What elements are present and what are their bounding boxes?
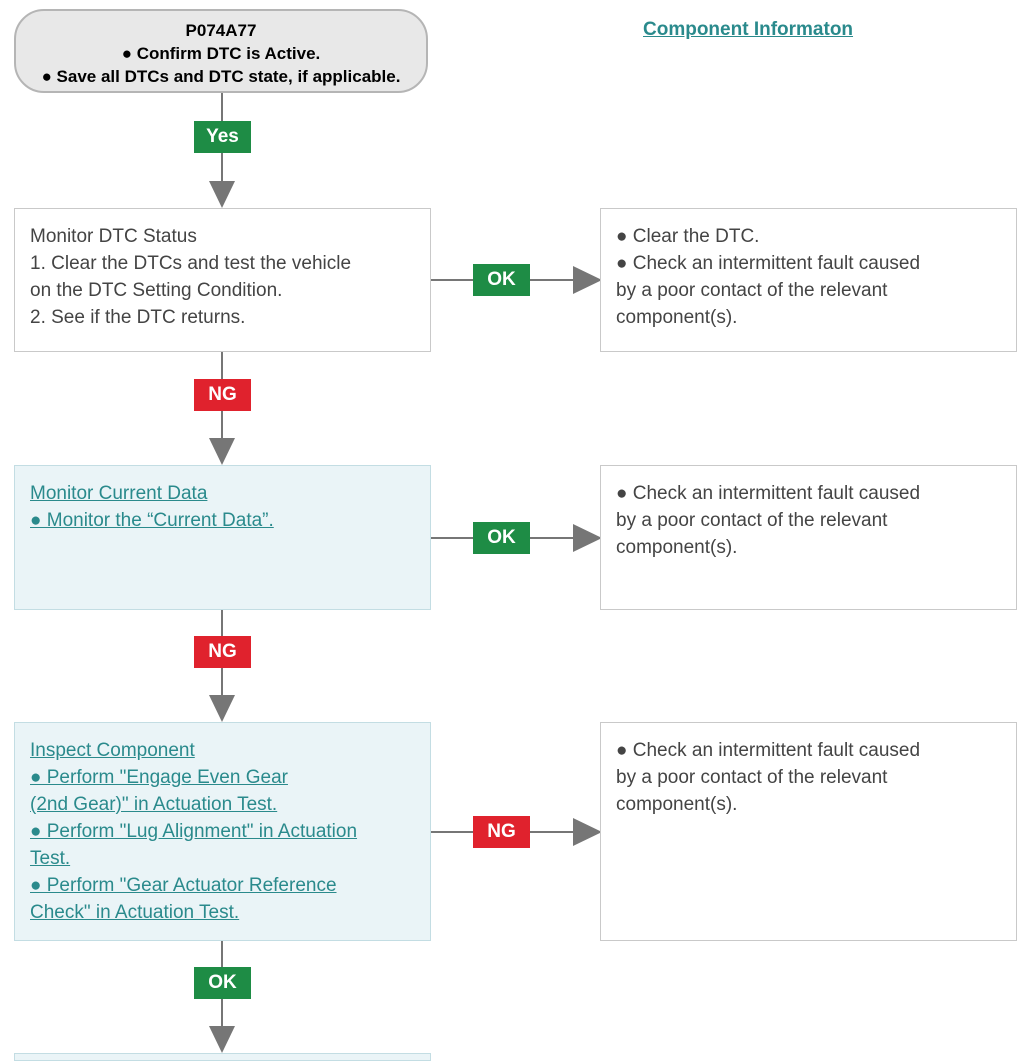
- result-line: component(s).: [616, 307, 738, 328]
- arrow-down-icon: [209, 695, 235, 722]
- lug-alignment-link[interactable]: ● Perform "Lug Alignment" in Actuation: [30, 821, 358, 842]
- result-line: by a poor contact of the relevant: [616, 280, 888, 301]
- monitor-dtc-status-box: [14, 208, 431, 352]
- arrow-down-icon: [209, 181, 235, 208]
- result-box-intermittent: [600, 465, 1017, 610]
- step-line: 2. See if the DTC returns.: [30, 307, 246, 328]
- result-line: component(s).: [616, 537, 738, 558]
- result-box-intermittent: [600, 722, 1017, 941]
- monitor-current-data-link[interactable]: ● Monitor the “Current Data”.: [30, 510, 274, 531]
- arrow-down-icon: [209, 438, 235, 465]
- step-line: 1. Clear the DTCs and test the vehicle: [30, 253, 352, 274]
- ok-badge: OK: [194, 967, 251, 999]
- result-line: by a poor contact of the relevant: [616, 767, 888, 788]
- dtc-code: P074A77: [185, 21, 257, 40]
- result-line: ● Clear the DTC.: [616, 226, 760, 247]
- next-step-box: [14, 1053, 431, 1061]
- result-box-clear-dtc: [600, 208, 1017, 352]
- result-line: by a poor contact of the relevant: [616, 510, 888, 531]
- engage-even-gear-link[interactable]: ● Perform "Engage Even Gear: [30, 767, 288, 788]
- lug-alignment-link[interactable]: Test.: [30, 848, 71, 869]
- result-line: component(s).: [616, 794, 738, 815]
- arrow-right-icon: [573, 266, 602, 294]
- arrow-down-icon: [209, 1026, 235, 1053]
- start-box: [14, 9, 428, 93]
- yes-badge: Yes: [194, 121, 251, 153]
- arrow-right-icon: [573, 524, 602, 552]
- result-line: ● Check an intermittent fault caused: [616, 740, 921, 761]
- arrow-right-icon: [573, 818, 602, 846]
- monitor-current-data-link[interactable]: Monitor Current Data: [30, 483, 208, 504]
- engage-even-gear-link[interactable]: (2nd Gear)" in Actuation Test.: [30, 794, 278, 815]
- ok-badge: OK: [473, 522, 530, 554]
- result-line: ● Check an intermittent fault caused: [616, 253, 921, 274]
- step-line: on the DTC Setting Condition.: [30, 280, 283, 301]
- save-dtcs-text: ● Save all DTCs and DTC state, if applicable.: [41, 67, 401, 86]
- ng-badge: NG: [194, 379, 251, 411]
- confirm-dtc-text: ● Confirm DTC is Active.: [121, 44, 321, 63]
- ng-badge: NG: [473, 816, 530, 848]
- gear-actuator-reference-link[interactable]: Check" in Actuation Test.: [30, 902, 240, 923]
- result-line: ● Check an intermittent fault caused: [616, 483, 921, 504]
- step-title: Monitor DTC Status: [30, 226, 197, 247]
- inspect-component-box: [14, 722, 431, 941]
- ok-badge: OK: [473, 264, 530, 296]
- inspect-component-link[interactable]: Inspect Component: [30, 740, 195, 761]
- monitor-current-data-box: [14, 465, 431, 610]
- ng-badge: NG: [194, 636, 251, 668]
- component-information-link[interactable]: Component Informaton: [643, 19, 854, 40]
- gear-actuator-reference-link[interactable]: ● Perform "Gear Actuator Reference: [30, 875, 337, 896]
